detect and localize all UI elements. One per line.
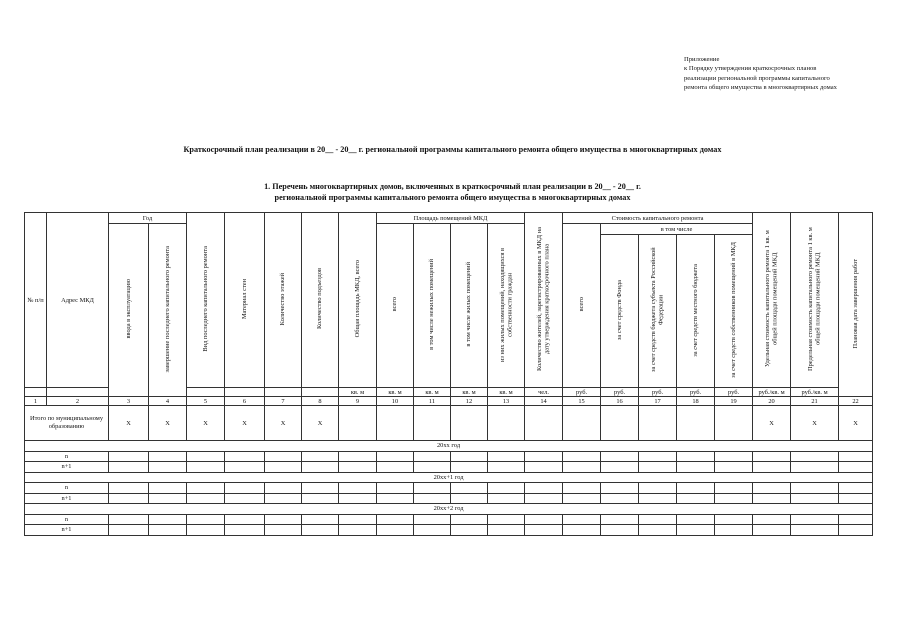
appendix-note (684, 55, 894, 92)
col-commission-header: ввода в эксплуатацию (109, 224, 149, 397)
table-row (25, 462, 873, 473)
year-label: 20хх+1 год (25, 472, 873, 483)
unit-cell: кв. м (488, 388, 525, 397)
col-floors-header: Количество этажей (265, 213, 302, 388)
unit-cell: кв. м (339, 388, 377, 397)
unit-cell: руб./кв. м (753, 388, 791, 397)
column-number: 1 (25, 397, 47, 406)
unit-empty (302, 388, 339, 397)
unit-cell: кв. м (377, 388, 414, 397)
table-cell (488, 406, 525, 441)
col-area-nonres-header: в том числе нежилых помещений (414, 224, 451, 388)
col-max-cost-header: Предельная стоимость капитального ремонта 1 кв. м общей площади помещений МКД (791, 213, 839, 388)
col-end-date-header: Плановая дата завершения работ (839, 213, 873, 397)
unit-cell: руб. (677, 388, 715, 397)
col-unit-cost-header: Удельная стоимость капитального ремонта 1 кв. м общей площади помещений МКД (753, 213, 791, 388)
appendix-line: к Порядку утверждения краткосрочных планов (684, 65, 817, 73)
column-numbers-row (25, 397, 873, 406)
col-local-header: за счет средств местного бюджета (677, 235, 715, 388)
section-title-line1: 1. Перечень многоквартирных домов, включенных в краткосрочный план реализации в 20__ - 20__ г. (264, 182, 641, 191)
table-cell (639, 406, 677, 441)
row-label: n+1 (25, 493, 109, 504)
column-number: 11 (414, 397, 451, 406)
total-row (25, 406, 873, 441)
year-row (25, 472, 873, 483)
section-title-line2: региональной программы капитального ремонта общего имущества в многоквартирных домах (274, 193, 631, 202)
unit-cell: кв. м (451, 388, 488, 397)
col-fund-header: за счет средств Фонда (601, 235, 639, 388)
section-title (0, 181, 905, 203)
table-row (25, 514, 873, 525)
table-cell (451, 406, 488, 441)
group-year-header: Год (109, 213, 187, 224)
table-row (25, 451, 873, 462)
column-number: 22 (839, 397, 873, 406)
row-label: n (25, 451, 109, 462)
year-label: 20хх год (25, 441, 873, 452)
x-mark: X (753, 406, 791, 441)
column-number: 19 (715, 397, 753, 406)
row-label: n+1 (25, 525, 109, 536)
column-number: 18 (677, 397, 715, 406)
appendix-line: реализации региональной программы капитального (684, 74, 830, 82)
x-mark: X (839, 406, 873, 441)
table-cell (339, 406, 377, 441)
col-address-header: Адрес МКД (47, 213, 109, 388)
unit-empty (25, 388, 47, 397)
column-number: 14 (525, 397, 563, 406)
header-row-1 (25, 213, 873, 224)
col-area-owned-header: из них жилых помещений, находящихся в собственности граждан (488, 224, 525, 388)
x-mark: X (791, 406, 839, 441)
year-row (25, 504, 873, 515)
table-cell (377, 406, 414, 441)
column-number: 9 (339, 397, 377, 406)
appendix-line: ремонта общего имущества в многоквартирных домах (684, 83, 837, 91)
year-row (25, 441, 873, 452)
x-mark: X (302, 406, 339, 441)
column-number: 21 (791, 397, 839, 406)
x-mark: X (265, 406, 302, 441)
row-label: n+1 (25, 462, 109, 473)
column-number: 6 (225, 397, 265, 406)
x-mark: X (187, 406, 225, 441)
unit-empty (187, 388, 225, 397)
table-cell (601, 406, 639, 441)
column-number: 8 (302, 397, 339, 406)
table-row (25, 525, 873, 536)
houses-table (24, 212, 873, 536)
col-area-all-header: всего (377, 224, 414, 388)
table-cell (563, 406, 601, 441)
row-label: n (25, 483, 109, 494)
column-number: 3 (109, 397, 149, 406)
col-area-res-header: в том числе жилых помещений (451, 224, 488, 388)
year-label: 20хх+2 год (25, 504, 873, 515)
x-mark: X (225, 406, 265, 441)
unit-cell: руб. (563, 388, 601, 397)
col-residents-header: Количество жителей, зарегистрированных в МКД на дату утверждения краткосрочного плана (525, 213, 563, 388)
appendix-line: Приложение (684, 56, 720, 63)
table-row (25, 493, 873, 504)
unit-cell: руб. (639, 388, 677, 397)
header-row-2 (25, 224, 873, 235)
column-number: 12 (451, 397, 488, 406)
column-number: 2 (47, 397, 109, 406)
unit-cell: чел. (525, 388, 563, 397)
column-number: 7 (265, 397, 302, 406)
document-title: Краткосрочный план реализации в 20__ - 20__ г. региональной программы капитального ремонта общего имущества в многоквартирных домах (183, 145, 722, 154)
total-label: Итого по муниципальному образованию (25, 406, 109, 441)
col-total-area-header: Общая площадь МКД, всего (339, 213, 377, 388)
col-repair-type-header: Вид последнего капитального ремонта (187, 213, 225, 388)
col-owners-header: за счет средств собственников помещений в МКД (715, 235, 753, 388)
column-number: 15 (563, 397, 601, 406)
col-num-header: № п/п (25, 213, 47, 388)
x-mark: X (149, 406, 187, 441)
col-wall-header: Материал стен (225, 213, 265, 388)
table-cell (525, 406, 563, 441)
column-number: 10 (377, 397, 414, 406)
unit-empty (225, 388, 265, 397)
group-incl-header: в том числе (601, 224, 753, 235)
column-number: 20 (753, 397, 791, 406)
unit-cell: руб. (601, 388, 639, 397)
col-entrances-header: Количество подъездов (302, 213, 339, 388)
column-number: 17 (639, 397, 677, 406)
column-number: 4 (149, 397, 187, 406)
row-label: n (25, 514, 109, 525)
x-mark: X (109, 406, 149, 441)
col-subject-header: за счет средств бюджета субъекта Российской Федерации (639, 235, 677, 388)
unit-empty (265, 388, 302, 397)
table-row (25, 483, 873, 494)
column-number: 16 (601, 397, 639, 406)
unit-empty (47, 388, 109, 397)
group-cost-header: Стоимость капитального ремонта (563, 213, 753, 224)
unit-cell: кв. м (414, 388, 451, 397)
unit-cell: руб./кв. м (791, 388, 839, 397)
table-cell (414, 406, 451, 441)
column-number: 5 (187, 397, 225, 406)
group-area-header: Площадь помещений МКД (377, 213, 525, 224)
table-cell (677, 406, 715, 441)
unit-cell: руб. (715, 388, 753, 397)
col-last-repair-header: завершение последнего капитального ремонта (149, 224, 187, 397)
column-number: 13 (488, 397, 525, 406)
col-cost-all-header: всего (563, 224, 601, 388)
table-cell (715, 406, 753, 441)
